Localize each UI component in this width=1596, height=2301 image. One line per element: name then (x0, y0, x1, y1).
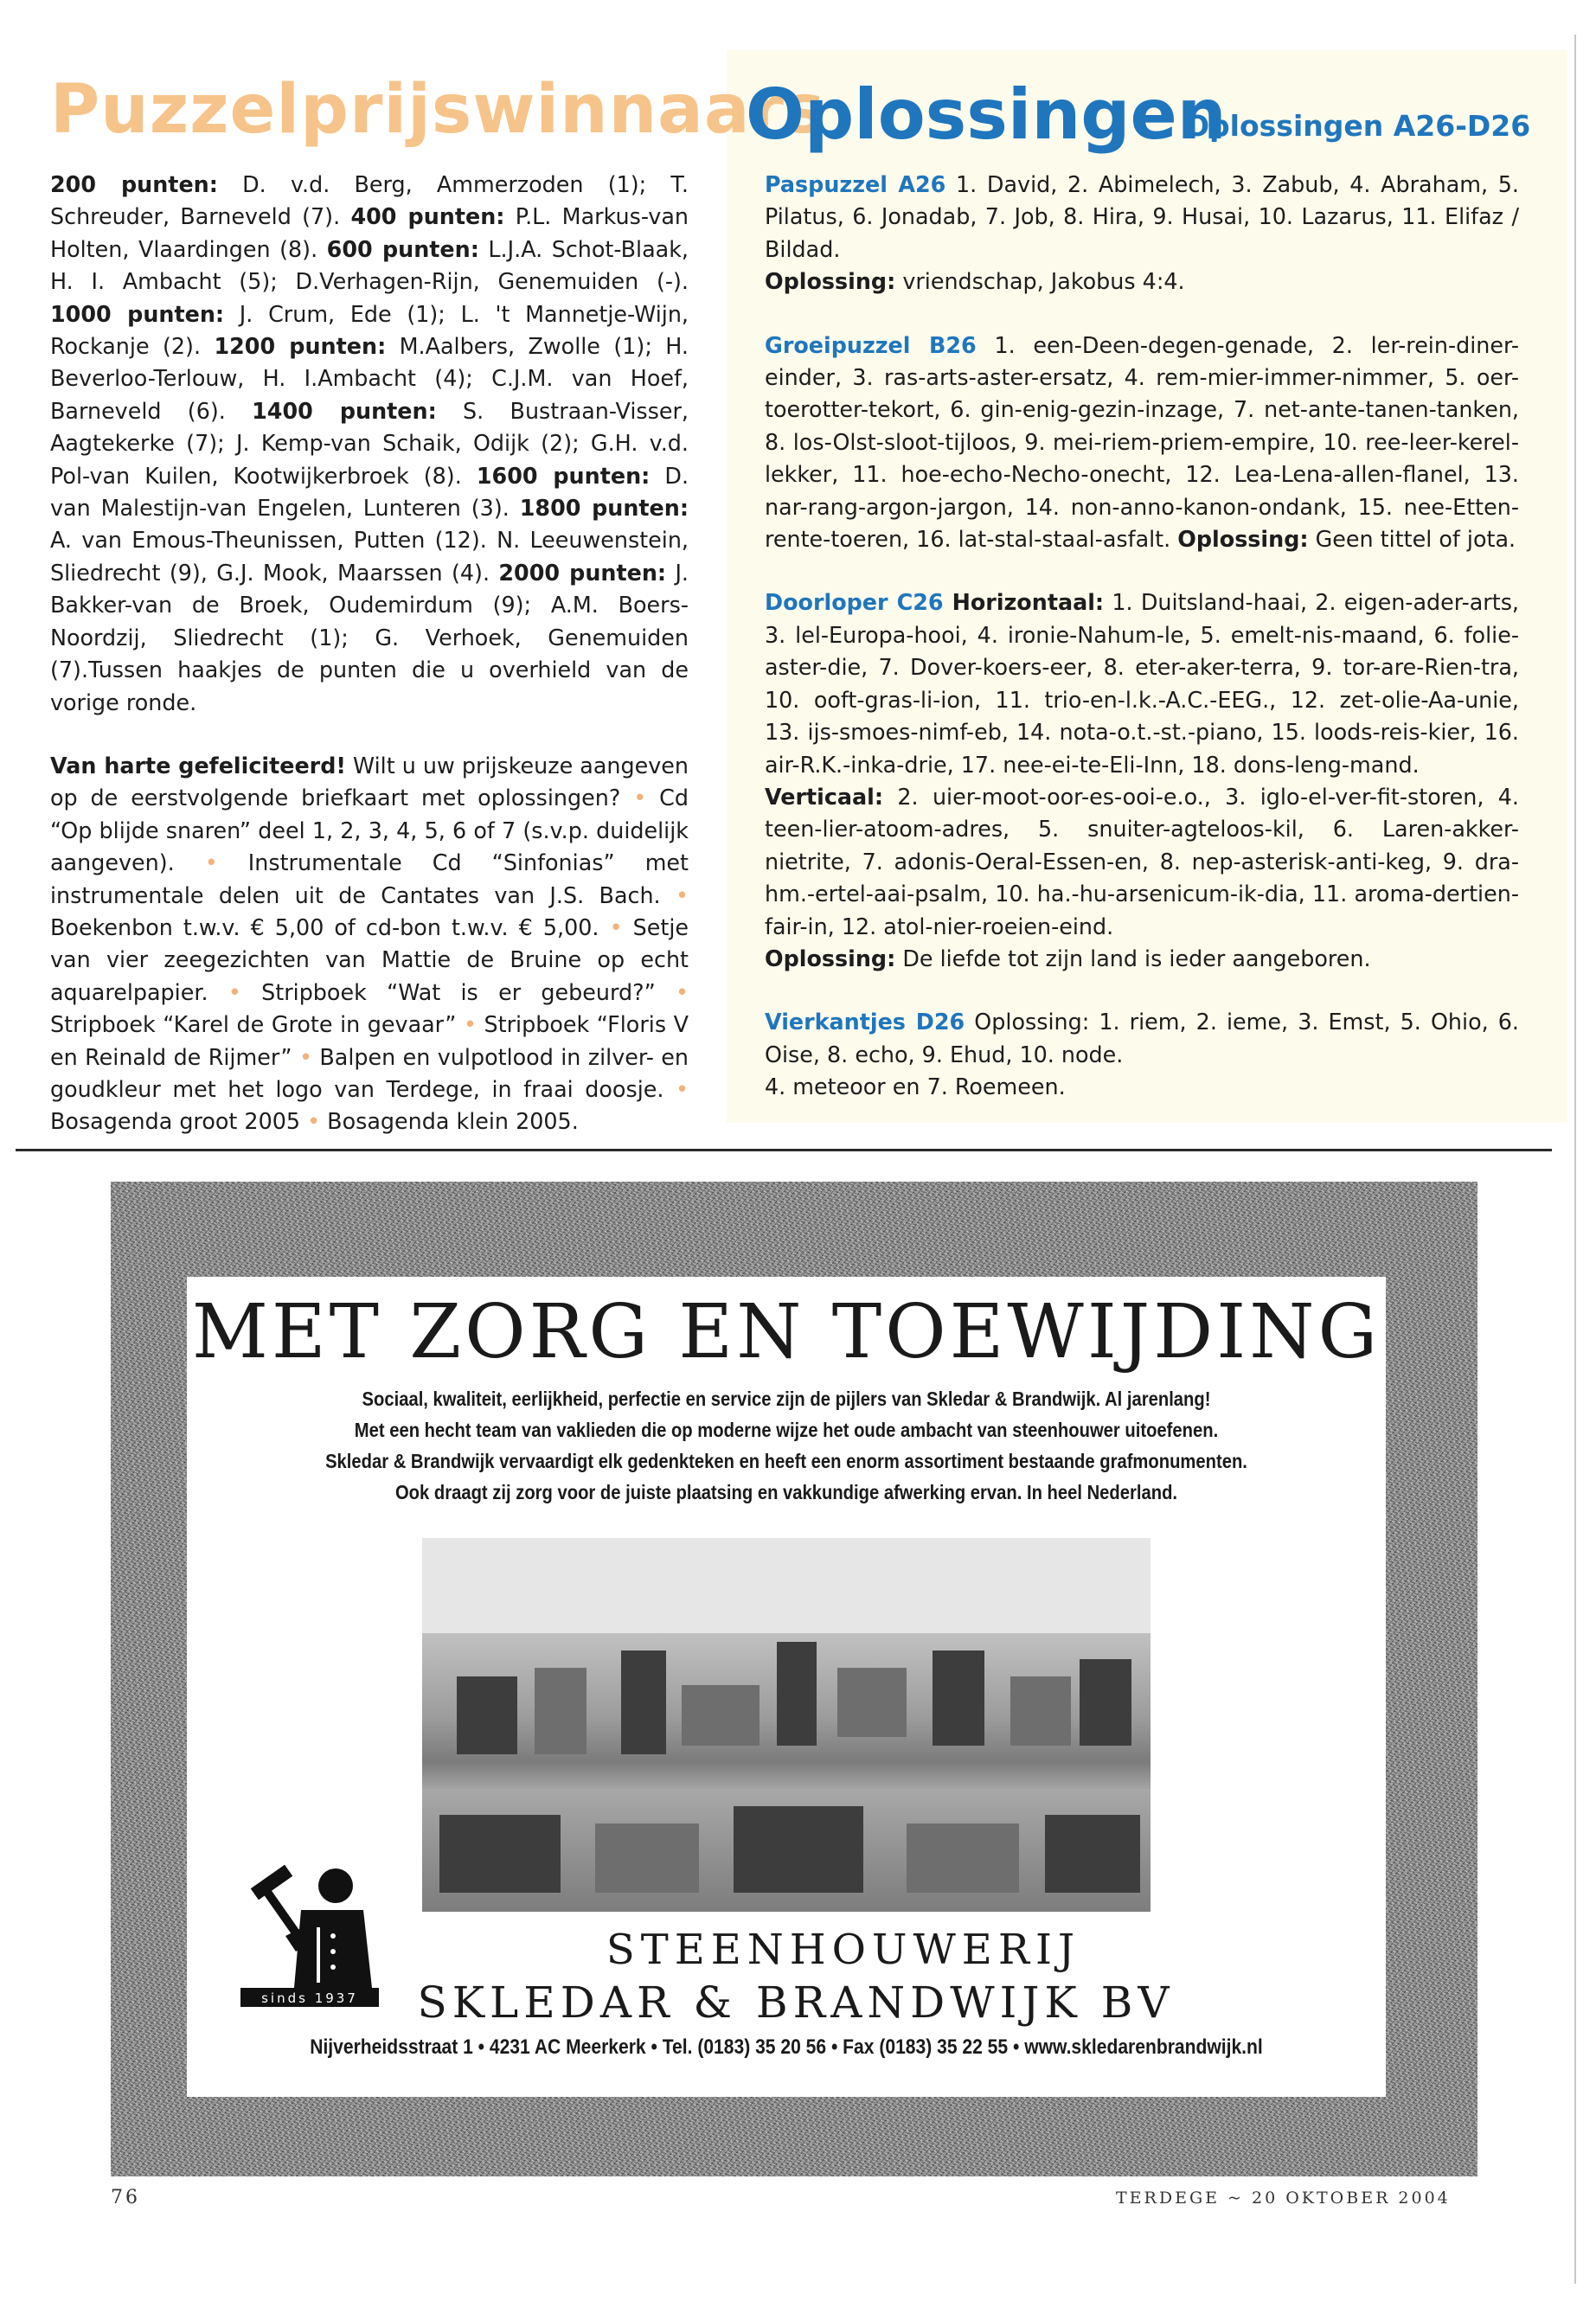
groeipuzzel-answer-text: Geen tittel of jota. (1308, 526, 1516, 553)
solutions-heading: Oplossingen (746, 74, 1227, 155)
groeipuzzel-answer-label: Oplossing: (1177, 526, 1309, 553)
prize-item: Stripboek “Karel de Grote in gevaar” (50, 1011, 457, 1038)
stonemason-icon (234, 1849, 382, 2014)
winner-names: J. Bakker-van de Broek, Oudemirdum (9); A.M. Boers-Noordzij, Sliedrecht (1); G. Verhoek, Genemuiden (7). (50, 559, 689, 683)
winner-points-label: 600 punten: (326, 235, 479, 262)
bullet-icon: • (204, 849, 218, 876)
section-divider (16, 1149, 1552, 1151)
paspuzzel-text: 1. David, 2. Abimelech, 3. Zabub, 4. Abraham, 5. Pilatus, 6. Jonadab, 7. Job, 8. Hira, 9. Husai, 10. Lazarus, 11. Elifaz / Bildad. (765, 171, 1519, 262)
stonemason-logo (234, 1849, 382, 2014)
winners-heading: Puzzelprijswinnaars (50, 71, 826, 149)
doorloper-vertical-label: Verticaal: (765, 783, 884, 810)
prizes-intro: Wilt u uw prijskeuze aangeven op de eerstvolgende briefkaart met oplossingen? (50, 752, 689, 811)
groeipuzzel-title: Groeipuzzel B26 (765, 331, 977, 358)
winner-names: A. van Emous-Theunissen, Putten (12). N. Leeuwenstein, Sliedrecht (9), G.J. Mook, Maarssen (4). (50, 527, 689, 586)
paspuzzel-answer (765, 266, 1519, 298)
paspuzzel-solution (765, 169, 1519, 266)
ad-address: Nijverheidsstraat 1 • 4231 AC Meerkerk • Tel. (0183) 35 20 56 • Fax (0183) 35 22 55 • www.skledarenbrandwijk.nl (310, 2035, 1263, 2059)
ad-brand-line2: SKLEDAR & BRANDWIJK BV (417, 1977, 1175, 2028)
winners-note: Tussen haakjes de punten die u overhield van de vorige ronde. (50, 657, 689, 715)
bullet-icon: • (307, 1108, 321, 1135)
paspuzzel-title: Paspuzzel A26 (765, 171, 946, 197)
winner-points-label: 200 punten: (50, 171, 218, 197)
solutions-subheading: Oplossingen A26-D26 (1185, 109, 1531, 143)
doorloper-title: Doorloper C26 (765, 589, 944, 616)
groeipuzzel-solution (765, 330, 1519, 556)
bullet-icon: • (298, 1043, 312, 1070)
prize-item: Stripboek “Wat is er gebeurd?” (261, 978, 656, 1005)
winner-names: S. Bustraan-Visser, Aagtekerke (7); J. Kemp-van Schaik, Odijk (2); G.H. v.d. Pol-van Kuilen, Kootwijkerbroek (8). (50, 397, 689, 489)
winner-points-label: 1400 punten: (252, 397, 437, 424)
page-number: 76 (111, 2187, 140, 2208)
winner-points-label: 1000 punten: (50, 300, 225, 327)
winner-names: P.L. Markus-van Holten, Vlaardingen (8). (50, 203, 689, 262)
prize-item: Boekenbon t.w.v. € 5,00 of cd-bon t.w.v. € 5,00. (50, 913, 599, 940)
bullet-icon: • (228, 978, 241, 1005)
winners-paragraph (50, 169, 689, 719)
ad-text-line: Met een hecht team van vaklieden die op moderne wijze het oude ambacht van steenhouwer uitoefenen. (354, 1419, 1219, 1441)
doorloper-horizontal-label: Horizontaal: (943, 589, 1105, 616)
vierkantjes-text: Oplossing: 1. riem, 2. ieme, 3. Emst, 5. Ohio, 6. Oise, 8. echo, 9. Ehud, 10. node. (765, 1009, 1520, 1067)
doorloper-horizontal (765, 586, 1519, 780)
winner-points-label: 1600 punten: (476, 462, 651, 489)
ad-text-line: Ook draagt zij zorg voor de juiste plaatsing en vakkundige afwerking ervan. In heel Nederland. (394, 1481, 1178, 1503)
doorloper-answer-text: De liefde tot zijn land is ieder aangeboren. (895, 945, 1371, 971)
bullet-icon: • (609, 913, 623, 940)
prize-item: Bosagenda groot 2005 (50, 1108, 301, 1135)
logo-badge-text: sinds 1937 (261, 1990, 358, 2006)
prize-item: Instrumentale Cd “Sinfonias” met instrumentale delen uit de Cantates van J.S. Bach. (50, 849, 689, 908)
prize-item: Bosagenda klein 2005. (327, 1108, 579, 1135)
bullet-icon: • (676, 1075, 689, 1102)
ad-showroom-photo (422, 1538, 1151, 1912)
prize-item: Stripboek “Floris V en Reinald de Rijmer” (50, 1011, 689, 1070)
winner-points-label: 1800 punten: (519, 495, 689, 522)
ad-text-line: Skledar & Brandwijk vervaardigt elk gedenkteken en heeft een enorm assortiment bestaande grafmonumenten. (325, 1450, 1247, 1472)
doorloper-vertical (765, 781, 1519, 943)
prize-item: Cd “Op blijde snaren” deel 1, 2, 3, 4, 5, 6 of 7 (s.v.p. duidelijk aangeven). (50, 785, 689, 876)
winner-names: L.J.A. Schot-Blaak, H. I. Ambacht (5); D.Verhagen-Rijn, Genemuiden (-). (50, 235, 689, 295)
winner-points-label: 1200 punten: (214, 333, 387, 360)
prizes-paragraph (50, 750, 689, 1138)
publication-footer: TERDEGE ~ 20 OKTOBER 2004 (1116, 2189, 1451, 2208)
winner-names: M.Aalbers, Zwolle (1); H. Beverloo-Terlouw, H. I.Ambacht (4); C.J.M. van Hoef, Barneveld (6). (50, 333, 689, 424)
prizes-intro-bold: Van harte gefeliciteerd! (50, 752, 346, 779)
ad-title: MET ZORG EN TOEWIJDING (191, 1289, 1381, 1375)
groeipuzzel-text: 1. een-Deen-degen-genade, 2. ler-rein-diner-einder, 3. ras-arts-aster-ersatz, 4. rem-mier-immer-nimmer, 5. oer-toerotter-tekort, 6. gin-enig-gezin-inzage, 7. net-ante-tanen-tanken, 8. los-Olst-sloot-tijloos, 9. mei-riem-priem-empire, 10. ree-leer-kerel-lekker, 11. hoe-echo-Necho-onecht, 12. Lea-Lena-allen-flanel, 13. nar-rang-argon-jargon, 14. non-anno-kanon-ondank, 15. nee-Etten-rente-toeren, 16. lat-stal-staal-asfalt. (765, 331, 1519, 553)
vierkantjes-extra: 4. meteoor en 7. Roemeen. (765, 1074, 1066, 1100)
paspuzzel-answer-label: Oplossing: (765, 268, 896, 295)
ad-brand-line1: STEENHOUWERIJ (606, 1926, 1081, 1974)
winners-column (50, 169, 689, 1138)
bullet-icon: • (633, 785, 647, 811)
vierkantjes-solution (765, 1006, 1519, 1071)
prize-item: Setje van vier zeegezichten van Mattie de Bruine op echt aquarelpapier. (50, 913, 689, 1005)
solutions-column (765, 169, 1519, 1104)
winner-points-label: 400 punten: (350, 203, 505, 230)
ad-text-line: Sociaal, kwaliteit, eerlijkheid, perfectie en service zijn de pijlers van Skledar & Brandwijk. Al jarenlang! (362, 1388, 1211, 1410)
page-edge-rule (1574, 35, 1576, 2284)
doorloper-answer-label: Oplossing: (765, 945, 896, 971)
paspuzzel-answer-text: vriendschap, Jakobus 4:4. (895, 268, 1185, 295)
doorloper-horizontal-text: 1. Duitsland-haai, 2. eigen-ader-arts, 3. lel-Europa-hooi, 4. ironie-Nahum-le, 5. emelt-nis-maand, 6. folie-aster-die, 7. Dover-koers-eer, 8. eter-aker-terra, 9. tor-are-Rien-tra, 10. ooft-gras-li-ion, 11. trio-en-l.k.-A.C.-EEG., 12. zet-olie-Aa-unie, 13. ijs-smoes-nimf-eb, 14. nota-o.t.-st.-piano, 15. loods-reis-kier, 16. air-R.K.-inka-drie, 17. nee-ei-te-Eli-Inn, 18. dons-leng-mand. (765, 589, 1519, 778)
winner-names: D. v.d. Berg, Ammerzoden (1); T. Schreuder, Barneveld (7). (50, 171, 689, 230)
bullet-icon: • (676, 881, 689, 908)
winner-points-label: 2000 punten: (498, 559, 667, 586)
winner-names: D. van Malestijn-van Engelen, Lunteren (3). (50, 462, 689, 522)
vierkantjes-title: Vierkantjes D26 (765, 1009, 965, 1035)
winner-names: J. Crum, Ede (1); L. 't Mannetje-Wijn, Rockanje (2). (50, 300, 689, 360)
doorloper-vertical-text: 2. uier-moot-oor-es-ooi-e.o., 3. iglo-el-ver-fit-storen, 4. teen-lier-atoom-adres, 5. snuiter-agteloos-kil, 6. Laren-akker-nietrite, 7. adonis-Oeral-Essen-en, 8. nep-asterisk-anti-keg, 9. dra-hm.-ertel-aai-psalm, 10. ha.-hu-arsenicum-ik-dia, 11. aroma-dertien-fair-in, 12. atol-nier-roeien-eind. (765, 783, 1519, 939)
bullet-icon: • (676, 978, 689, 1005)
bullet-icon: • (463, 1011, 477, 1038)
doorloper-answer (765, 943, 1519, 975)
prize-item: Balpen en vulpotlood in zilver- en goudkleur met het logo van Terdege, in fraai doosje. (50, 1043, 689, 1102)
